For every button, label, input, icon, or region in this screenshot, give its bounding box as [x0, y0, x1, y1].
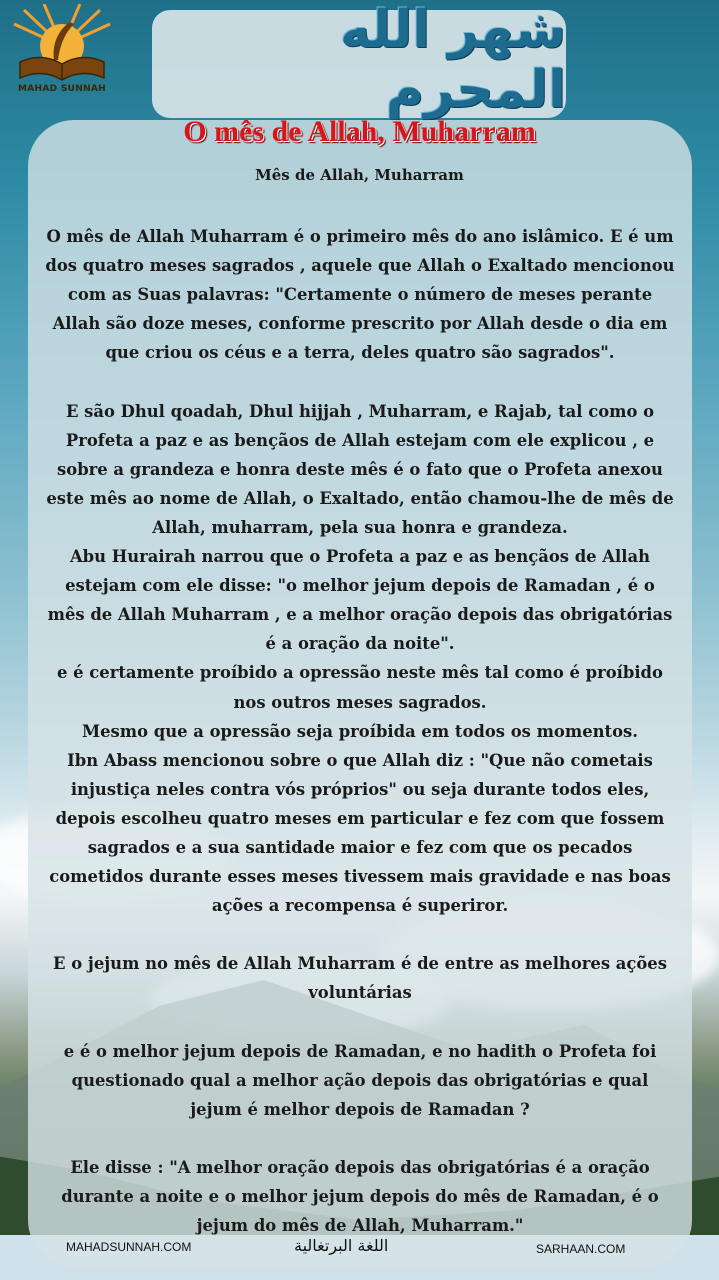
page-title: O mês de Allah, Muharram — [183, 115, 536, 148]
paragraph: E são Dhul qoadah, Dhul hijjah , Muharram, e Rajab, tal como o Profeta a paz e as bençãos de Allah estejam com ele explicou , e sobre a grandeza e honra deste mês é o fato que o Profeta anexou este mês ao nome de Allah, o Exaltado, então chamou-lhe de mês de Allah, muharram, pela sua honra e grandeza. — [46, 401, 674, 537]
paragraph: O mês de Allah Muharram é o primeiro mês do ano islâmico. E é um dos quatro meses sagrados , aquele que Allah o Exaltado mencionou com as Suas palavras: "Certamente o número de meses perante Allah são doze meses, conforme prescrito por Allah desde o dia em que criou os céus e a terra, deles quatro são sagrados". — [45, 227, 675, 363]
paragraph: Abu Hurairah narrou que o Profeta a paz e as bençãos de Allah estejam com ele disse: "o melhor jejum depois de Ramadan , é o mês de Allah Muharram , e a melhor oração depois das obrigatórias é a oração da noite". — [47, 547, 673, 654]
footer-website-left[interactable]: MAHADSUNNAH.COM — [66, 1240, 192, 1254]
paragraph: e é certamente proíbido a opressão neste mês tal como é proíbido nos outros meses sagrados. — [57, 663, 663, 712]
paragraph: e é o melhor jejum depois de Ramadan, e no hadith o Profeta foi questionado qual a melhor ação depois das obrigatórias e qual jejum é melhor depois de Ramadan ? — [63, 1041, 657, 1119]
paragraph: Ibn Abass mencionou sobre o que Allah diz : "Que não cometais injustiça neles contra vós próprios" ou seja durante todos eles, depois escolheu quatro meses em particular e fez com que fossem sagrados e a sua santidade maior e fez com que os pecados cometidos durante esses meses tivessem mais gravidade e nas boas ações a recompensa é superiror. — [49, 750, 671, 916]
paragraph: Mesmo que a opressão seja proíbida em todos os momentos. — [81, 721, 638, 741]
footer-language-label: اللغة البرتغالية — [294, 1236, 389, 1255]
paragraph: Ele disse : "A melhor oração depois das obrigatórias é a oração durante a noite e o melhor jejum depois do mês de Ramadan, é o jejum do mês de Allah, Muharram." — [61, 1158, 659, 1236]
mahad-sunnah-logo — [4, 4, 120, 104]
arabic-header-banner — [152, 0, 566, 120]
footer-website-right[interactable]: SARHAAN.COM — [536, 1242, 626, 1256]
arabic-title: شهر الله المحرم — [339, 0, 566, 120]
article-body — [44, 222, 676, 1240]
paragraph: E o jejum no mês de Allah Muharram é de entre as melhores ações voluntárias — [53, 954, 667, 1003]
logo-text: MAHAD SUNNAH — [18, 84, 106, 94]
page-subtitle: Mês de Allah, Muharram — [255, 166, 464, 184]
